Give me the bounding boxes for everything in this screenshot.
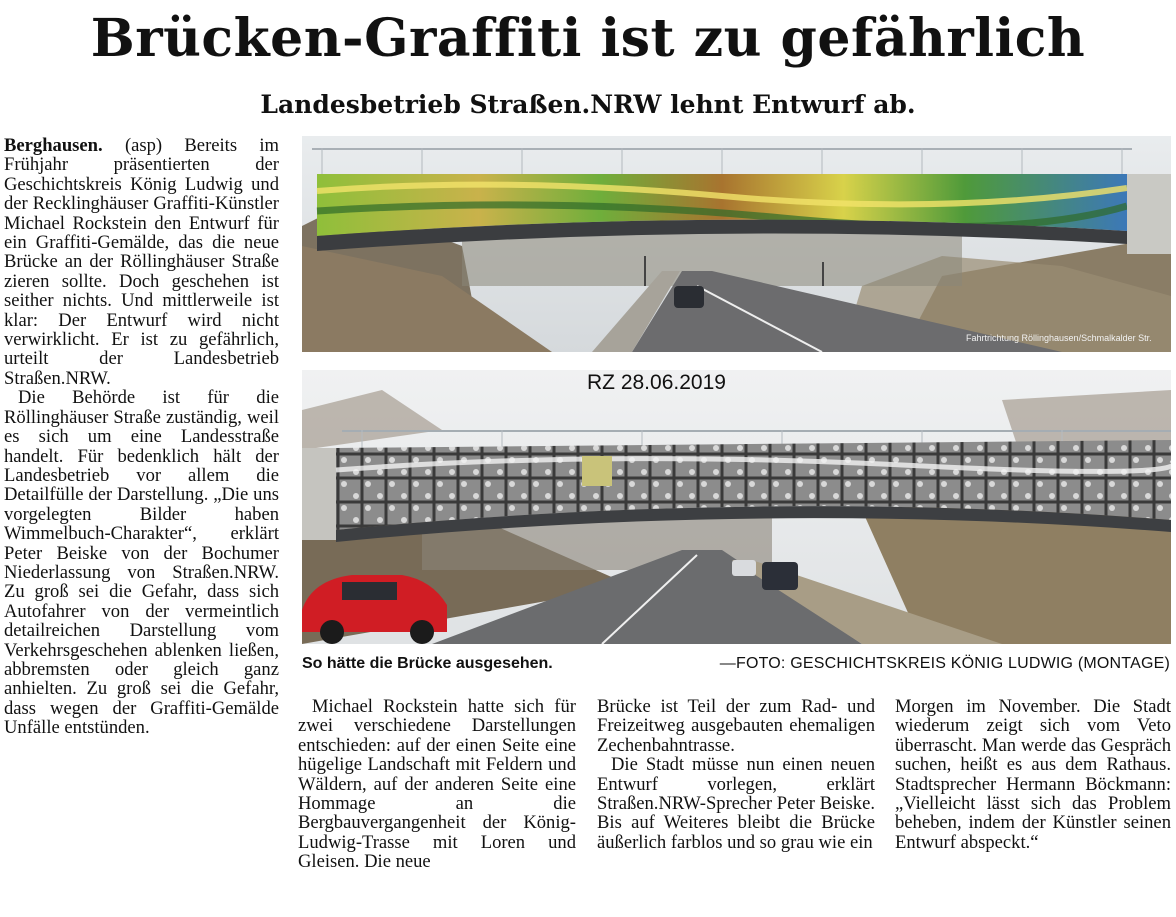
photo-direction-note: Fahrtrichtung Röllinghausen/Schmalkalder Str. [966,333,1152,343]
bridge-photo-mining [302,370,1171,644]
col2-paragraph: Michael Rockstein hatte sich für zwei verschiedene Darstellungen entschieden: auf der einen Seite eine hügelige Landschaft mit Feldern und Wäldern, auf der anderen Seite eine Hommage an die Bergbauvergangenheit der König-Ludwig-Trasse mit Loren und Gleisen. Die neue [298,696,576,873]
photo-caption: So hätte die Brücke ausgesehen. [302,655,553,672]
paragraph-1-text: (asp) Bereits im Frühjahr präsentierten der Geschichtskreis König Ludwig und der Recklinghäuser Graffiti-Künstler Michael Rockstein den Entwurf für ein Graffiti-Gemälde, das die neue Brücke an der Röllinghäuser Straße zieren sollte. Doch geschehen ist seither nichts. Und mittlerweile ist klar: Der Entwurf wird nicht verwirklicht. Er ist zu gefährlich, urteilt der Landesbetrieb Straßen.NRW. [4,135,279,389]
bridge-photo-landscape [302,136,1171,352]
paragraph-2: Die Behörde ist für die Röllinghäuser Straße zuständig, weil es sich um eine Landesstraße handelt. Für bedenklich hält der Landesbetrieb vor allem die Detailfülle der Darstellung. „Die uns vorgelegten Bilder haben Wimmelbuch-Charakter“, erklärt Peter Beiske von der Bochumer Niederlassung von Straßen.NRW. Zu groß sei die Gefahr, dass sich Autofahrer von der vermeintlich detailreichen Darstellung vom Verkehrsgeschehen ablenken ließen, abbremsten oder gleich ganz anhielten. Zu groß sei die Gefahr, dass wegen der Graffiti-Gemälde Unfälle entstünden. [4,387,279,739]
article-column-2 [298,697,576,872]
article-column-3 [597,697,875,852]
col4-paragraph: Morgen im November. Die Stadt wiederum zeigt sich vom Veto überrascht. Man werde das Gespräch suchen, heißt es aus dem Rathaus. Stadtsprecher Hermann Böckmann: „Vielleicht lässt sich das Problem beheben, indem der Künstler seinen Entwurf abspeckt.“ [895,696,1171,853]
subheadline: Landesbetrieb Straßen.NRW lehnt Entwurf ab. [260,90,916,119]
article-column-4 [895,697,1171,852]
article-column-1 [4,136,279,738]
headline: Brücken-Graffiti ist zu gefährlich [90,8,1086,69]
photo-credit: —FOTO: GESCHICHTSKREIS KÖNIG LUDWIG (MONTAGE) [719,655,1170,672]
dateline: Berghausen. [4,135,103,156]
col3-paragraph-1: Brücke ist Teil der zum Rad- und Freizeitweg ausgebauten ehemaligen Zechenbahntrasse. [597,696,875,756]
date-stamp: RZ 28.06.2019 [587,371,726,394]
col3-paragraph-2: Die Stadt müsse nun einen neuen Entwurf vorlegen, erklärt Straßen.NRW-Sprecher Peter Beiske. Bis auf Weiteres bleibt die Brücke äußerlich farblos und so grau wie ein [597,754,875,853]
